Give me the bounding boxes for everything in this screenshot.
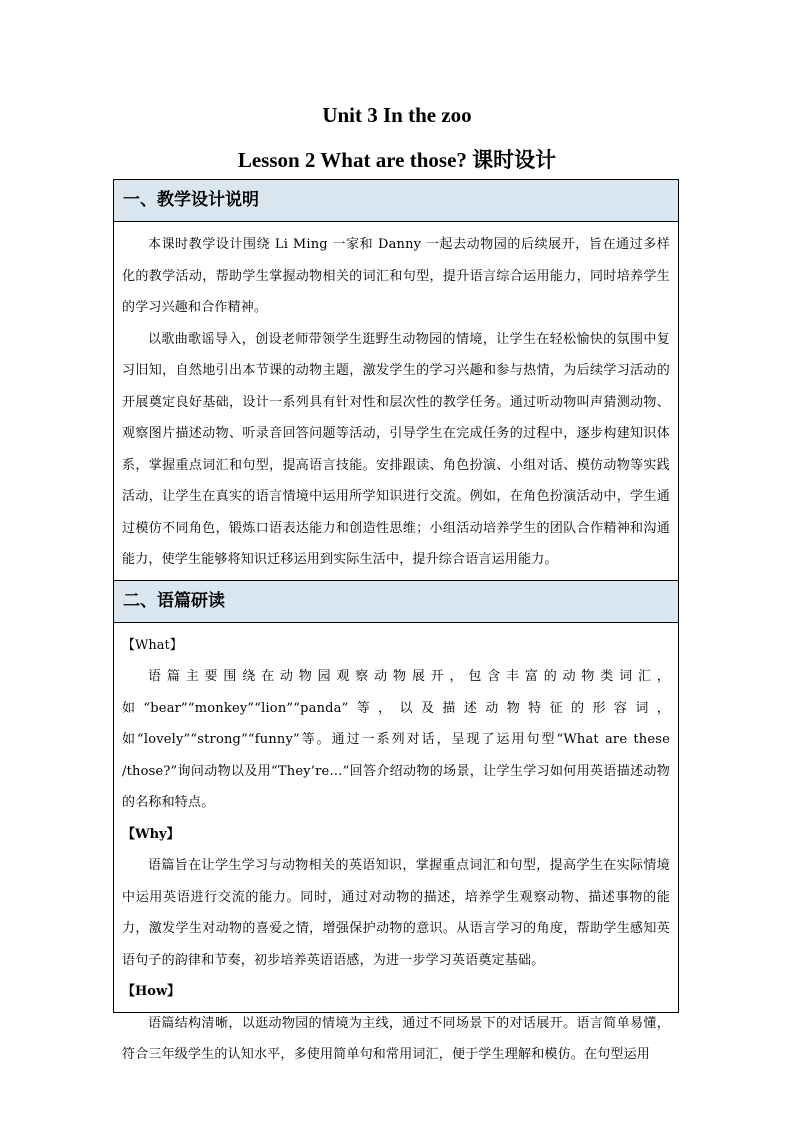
- what-paragraph: 语篇主要围绕在动物园观察动物展开，包含丰富的动物类词汇，如“bear”“monkey”“lion”“panda”等，以及描述动物特征的形容词，如“lovely”“strong”“funny”等。通过一系列对话，呈现了运用句型“What are these /those?”询问动物以及用“They’re…”回答介绍动物的场景，让学生学习如何用英语描述动物的名称和特点。: [122, 669, 670, 810]
- why-paragraph: 语篇旨在让学生学习与动物相关的英语知识，掌握重点词汇和句型，提高学生在实际情境中运用英语进行交流的能力。同时，通过对动物的描述，培养学生观察动物、描述事物的能力，激发学生对动物的喜爱之情，增强保护动物的意识。从语言学习的角度，帮助学生感知英语句子的韵律和节奏，初步培养英语语感，为进一步学习英语奠定基础。: [122, 858, 670, 968]
- section-heading-text-study: 二、语篇研读: [114, 580, 678, 623]
- section-body-design-notes: [114, 222, 678, 580]
- how-label: 【How】: [122, 984, 181, 999]
- design-table: [113, 179, 679, 1062]
- paragraph: 本课时教学设计围绕 Li Ming 一家和 Danny 一起去动物园的后续展开，旨在通过多样化的教学活动，帮助学生掌握动物相关的词汇和句型，提升语言综合运用能力，同时培养学生的学习兴趣和合作精神。: [122, 237, 670, 315]
- section-body-text-study: [114, 623, 678, 1075]
- lesson-title: Lesson 2 What are those? 课时设计: [237, 148, 557, 172]
- what-label: 【What】: [122, 637, 183, 653]
- how-paragraph: 语篇结构清晰，以逛动物园的情境为主线，通过不同场景下的对话展开。语言简单易懂，符合三年级学生的认知水平，多使用简单句和常用词汇，便于学生理解和模仿。在句型运用: [122, 1015, 670, 1062]
- unit-title: Unit 3 In the zoo: [322, 103, 472, 127]
- section-heading-design-notes: 一、教学设计说明: [114, 180, 678, 222]
- paragraph: 以歌曲歌谣导入，创设老师带领学生逛野生动物园的情境，让学生在轻松愉快的氛围中复习旧知，自然地引出本节课的动物主题，激发学生的学习兴趣和参与热情，为后续学习活动的开展奠定良好基础，设计一系列具有针对性和层次性的教学任务。通过听动物叫声猜测动物、观察图片描述动物、听录音回答问题等活动，引导学生在完成任务的过程中，逐步构建知识体系，掌握重点词汇和句型，提高语言技能。安排跟读、角色扮演、小组对话、模仿动物等实践活动，让学生在真实的语言情境中运用所学知识进行交流。例如，在角色扮演活动中，学生通过模仿不同角色，锻炼口语表达能力和创造性思维；小组活动培养学生的团队合作精神和沟通能力，使学生能够将知识迁移运用到实际生活中，提升综合语言运用能力。: [122, 331, 670, 567]
- why-label: 【Why】: [122, 826, 180, 842]
